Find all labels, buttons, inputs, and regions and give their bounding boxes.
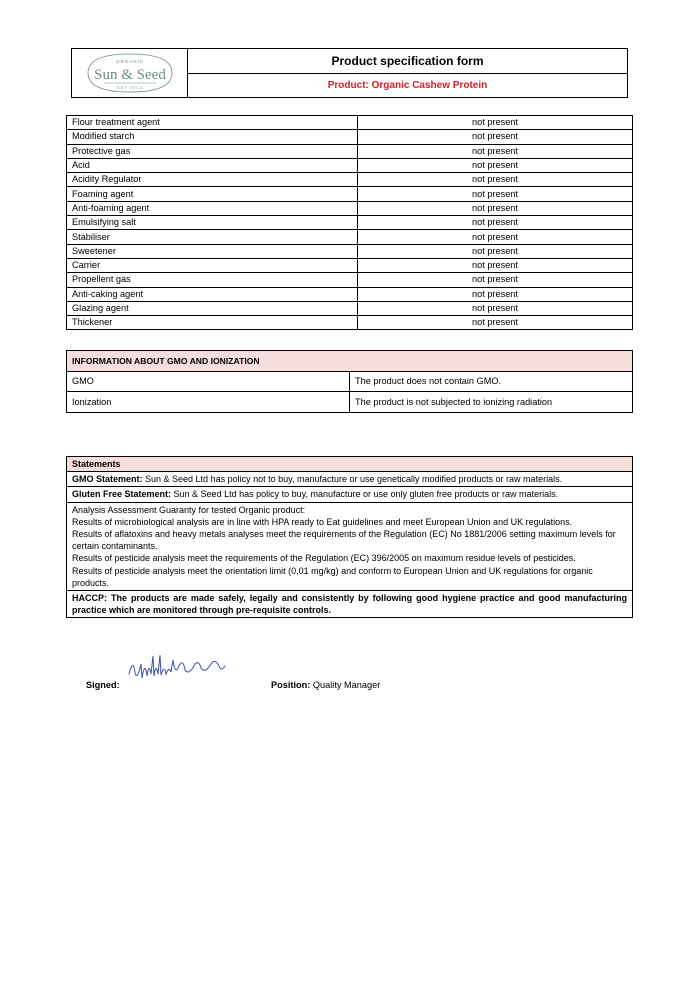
- additive-name: Anti-foaming agent: [67, 201, 358, 215]
- additive-name: Emulsifying salt: [67, 216, 358, 230]
- table-row: [67, 158, 633, 172]
- additive-status: not present: [358, 130, 633, 144]
- signature-image: [125, 652, 235, 686]
- additives-table: [66, 115, 633, 330]
- table-row: [67, 316, 633, 330]
- table-row: [67, 287, 633, 301]
- additive-name: Anti-caking agent: [67, 287, 358, 301]
- analysis-line: Results of aflatoxins and heavy metals analyses meet the requirements of the Regulation (EC) No 1881/2006 setting maximum levels for certain contaminants.: [72, 529, 616, 552]
- additive-name: Foaming agent: [67, 187, 358, 201]
- position-value: Quality Manager: [310, 680, 381, 690]
- analysis-line: Results of pesticide analysis meet the requirements of the Regulation (EC) 396/2005 on maximum residue levels of pesticides.: [72, 553, 576, 564]
- gluten-statement-text: Sun & Seed Ltd has policy to buy, manufacture or use only gluten free products or raw materials.: [171, 489, 559, 500]
- table-row: [67, 392, 633, 413]
- gmo-label: GMO: [67, 371, 350, 392]
- table-row: [67, 301, 633, 315]
- table-row: [67, 173, 633, 187]
- brand-logo: [72, 49, 188, 97]
- table-row: [67, 244, 633, 258]
- additive-status: not present: [358, 173, 633, 187]
- additive-name: Acid: [67, 158, 358, 172]
- position-field: [271, 680, 380, 690]
- table-row: [67, 144, 633, 158]
- table-row: [67, 201, 633, 215]
- additive-status: not present: [358, 216, 633, 230]
- gmo-statement-text: Sun & Seed Ltd has policy not to buy, manufacture or use genetically modified products or raw materials.: [142, 474, 563, 485]
- gmo-ionization-table: [66, 350, 633, 413]
- additive-status: not present: [358, 144, 633, 158]
- additive-name: Protective gas: [67, 144, 358, 158]
- additive-status: not present: [358, 244, 633, 258]
- analysis-line: Analysis Assessment Guaranty for tested Organic product:: [72, 504, 306, 515]
- additive-name: Carrier: [67, 258, 358, 272]
- additive-status: not present: [358, 258, 633, 272]
- haccp-statement: HACCP: The products are made safely, legally and consistently by following good hygiene practice and good manufacturing practice which are monitored through pre-requisite controls.: [67, 591, 633, 618]
- table-row: [67, 371, 633, 392]
- additive-name: Acidity Regulator: [67, 173, 358, 187]
- gmo-statement: [67, 472, 633, 487]
- gmo-section-heading: INFORMATION ABOUT GMO AND IONIZATION: [67, 351, 633, 372]
- additive-status: not present: [358, 201, 633, 215]
- ionization-value: The product is not subjected to ionizing radiation: [350, 392, 633, 413]
- table-row: [67, 116, 633, 130]
- ionization-label: Ionization: [67, 392, 350, 413]
- table-row: [67, 258, 633, 272]
- table-row: [67, 187, 633, 201]
- position-label: Position:: [271, 680, 311, 690]
- gluten-statement: [67, 487, 633, 502]
- sun-and-seed-logo: [80, 51, 180, 95]
- additive-name: Modified starch: [67, 130, 358, 144]
- gluten-statement-label: Gluten Free Statement:: [72, 489, 172, 500]
- gmo-statement-label: GMO Statement:: [72, 474, 143, 485]
- gmo-value: The product does not contain GMO.: [350, 371, 633, 392]
- additive-status: not present: [358, 158, 633, 172]
- additive-status: not present: [358, 273, 633, 287]
- analysis-line: Results of microbiological analysis are in line with HPA ready to Eat guidelines and meet European Union and UK regulations.: [72, 516, 573, 527]
- additive-status: not present: [358, 316, 633, 330]
- additive-name: Stabiliser: [67, 230, 358, 244]
- analysis-guaranty: [67, 502, 633, 590]
- table-row: [67, 130, 633, 144]
- analysis-line: Results of pesticide analysis meet the orientation limit (0,01 mg/kg) and conform to European Union and UK regulations for organic products.: [72, 565, 593, 588]
- additive-status: not present: [358, 116, 633, 130]
- additive-name: Flour treatment agent: [67, 116, 358, 130]
- logo-bottom-text: EST 2014: [116, 85, 143, 90]
- signed-field: [86, 680, 120, 690]
- product-name: Product: Organic Cashew Protein: [327, 79, 488, 91]
- additive-name: Sweetener: [67, 244, 358, 258]
- additive-status: not present: [358, 230, 633, 244]
- additive-name: Propellent gas: [67, 273, 358, 287]
- signed-label: Signed:: [86, 680, 120, 690]
- additive-name: Glazing agent: [67, 301, 358, 315]
- statements-table: [66, 456, 633, 618]
- statements-heading: Statements: [67, 457, 633, 472]
- additive-status: not present: [358, 187, 633, 201]
- form-title: Product specification form: [188, 49, 627, 74]
- table-row: [67, 230, 633, 244]
- table-row: [67, 273, 633, 287]
- logo-top-text: ORGANIC: [115, 59, 144, 64]
- logo-brand-text: Sun & Seed: [93, 67, 166, 83]
- additive-status: not present: [358, 287, 633, 301]
- header-box: [71, 48, 628, 98]
- additive-status: not present: [358, 301, 633, 315]
- additive-name: Thickener: [67, 316, 358, 330]
- table-row: [67, 216, 633, 230]
